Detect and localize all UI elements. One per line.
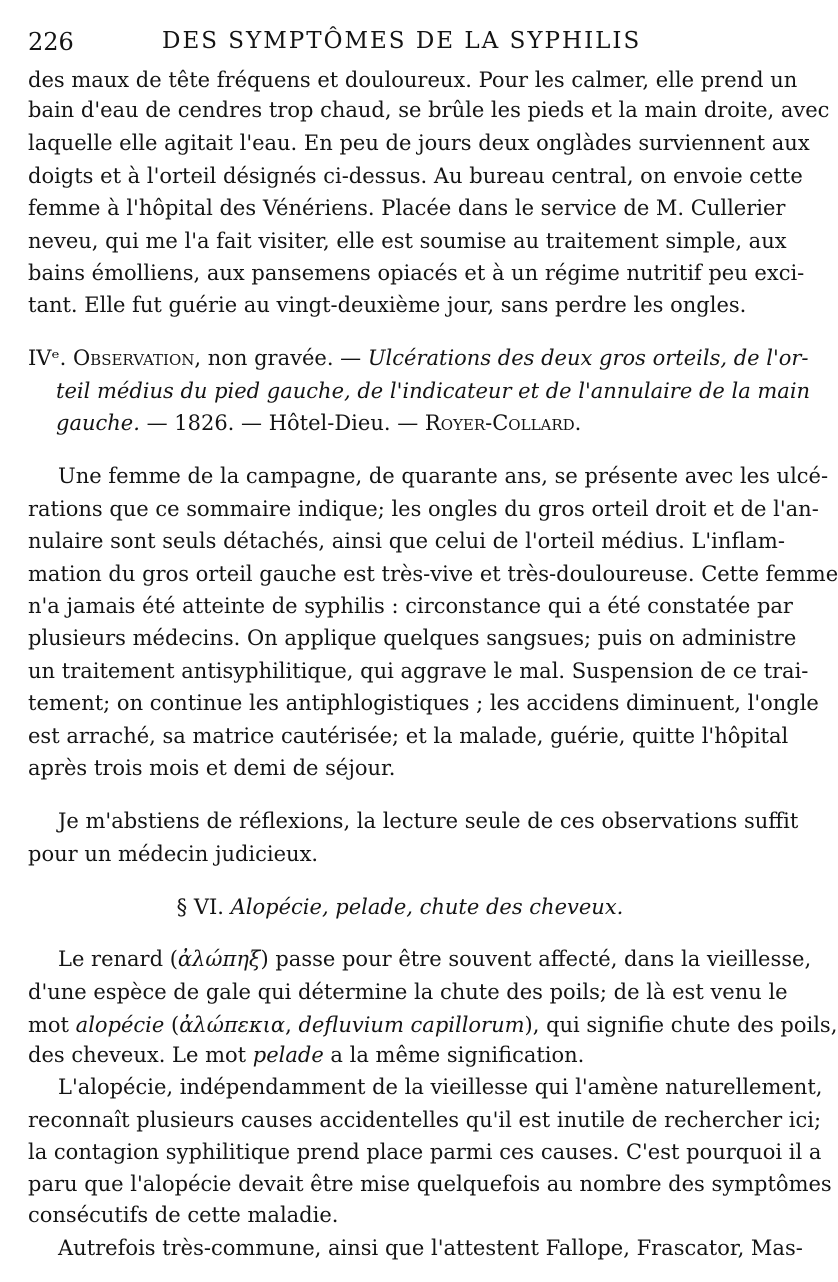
- text-line: neveu, qui me l'a fait visiter, elle est soumise au traitement simple, aux: [28, 229, 787, 253]
- text-line: mation du gros orteil gauche est très-vive et très-douloureuse. Cette femme: [28, 562, 838, 586]
- section-heading: [0, 893, 800, 921]
- italic-term: defluvium capillorum: [298, 1013, 525, 1037]
- text-line: doigts et à l'orteil désignés ci-dessus. Au bureau central, on envoie cette: [28, 164, 803, 188]
- page-number: 226: [28, 28, 74, 56]
- text-line: consécutifs de cette maladie.: [28, 1203, 339, 1227]
- text-line: la contagion syphilitique prend place parmi ces causes. C'est pourquoi il a: [28, 1140, 822, 1164]
- text-line: après trois mois et demi de séjour.: [28, 756, 396, 780]
- observation-title-end: gauche.: [56, 411, 140, 435]
- text-span: Le renard (: [58, 947, 178, 971]
- text-span: ) passe pour être souvent affecté, dans la vieillesse,: [260, 947, 812, 971]
- text-line: [28, 1041, 766, 1069]
- text-line: Une femme de la campagne, de quarante ans, se présente avec les ulcé-: [58, 464, 829, 488]
- observation-meta-line: [56, 409, 766, 437]
- text-line: paru que l'alopécie devait être mise quelquefois au nombre des symptômes: [28, 1172, 832, 1196]
- section-mark: § VI.: [176, 895, 224, 919]
- text-line: reconnaît plusieurs causes accidentelles qu'il est inutile de rechercher ici;: [28, 1108, 822, 1132]
- italic-term: pelade: [252, 1043, 324, 1067]
- text-line: bains émolliens, aux pansemens opiacés et à un régime nutritif peu exci-: [28, 261, 805, 285]
- observation-label: Observation: [72, 346, 195, 370]
- text-line: rations que ce sommaire indique; les ongles du gros orteil droit et de l'an-: [28, 497, 819, 521]
- italic-term: alopécie: [75, 1013, 165, 1037]
- observation-meta: — 1826. — Hôtel-Dieu. —: [139, 411, 425, 435]
- observation-number: IVᵉ.: [28, 346, 67, 370]
- greek-word: ἀλώπεκια: [179, 1013, 286, 1037]
- text-line: tant. Elle fut guérie au vingt-deuxième jour, sans perdre les ongles.: [28, 293, 747, 317]
- text-span: des cheveux. Le mot: [28, 1043, 253, 1067]
- text-line: laquelle elle agitait l'eau. En peu de jours deux onglàdes surviennent aux: [28, 131, 810, 155]
- text-span: ), qui signifie chute des poils,: [524, 1013, 838, 1037]
- text-line: d'une espèce de gale qui détermine la chute des poils; de là est venu le: [28, 980, 788, 1004]
- text-span: ,: [285, 1013, 299, 1037]
- page-header: [28, 24, 768, 58]
- observation-title: Ulcérations des deux gros orteils, de l'or-: [367, 346, 809, 370]
- text-span: a la même signification.: [323, 1043, 585, 1067]
- observation-heading-line: [28, 344, 809, 372]
- text-line: des maux de tête fréquens et douloureux. Pour les calmer, elle prend un: [28, 68, 798, 92]
- text-line: [58, 945, 812, 973]
- text-line: L'alopécie, indépendamment de la vieillesse qui l'amène naturellement,: [58, 1075, 823, 1099]
- text-line: Je m'abstiens de réflexions, la lecture seule de ces observations suffit: [58, 809, 799, 833]
- text-line: est arraché, sa matrice cautérisée; et la malade, guérie, quitte l'hôpital: [28, 724, 789, 748]
- section-title: Alopécie, pelade, chute des cheveux.: [230, 895, 624, 919]
- text-line: femme à l'hôpital des Vénériens. Placée dans le service de M. Cullerier: [28, 196, 786, 220]
- text-line: un traitement antisyphilitique, qui aggrave le mal. Suspension de ce trai-: [28, 659, 809, 683]
- text-line: nulaire sont seuls détachés, ainsi que celui de l'orteil médius. L'inflam-: [28, 529, 785, 553]
- observation-title-line: teil médius du pied gauche, de l'indicateur et de l'annulaire de la main: [56, 379, 811, 403]
- text-span: (: [164, 1013, 180, 1037]
- text-line: plusieurs médecins. On applique quelques sangsues; puis on administre: [28, 626, 797, 650]
- text-line: Autrefois très-commune, ainsi que l'attestent Fallope, Frascator, Mas-: [58, 1236, 803, 1260]
- text-line: pour un médecin judicieux.: [28, 842, 319, 866]
- text-span: mot: [28, 1013, 76, 1037]
- running-title: DES SYMPTÔMES DE LA SYPHILIS: [162, 28, 642, 54]
- text-line: bain d'eau de cendres trop chaud, se brûle les pieds et la main droite, avec: [28, 98, 830, 122]
- observation-engraving: , non gravée. —: [194, 346, 368, 370]
- observation-author: Royer-Collard.: [424, 411, 582, 435]
- text-line: n'a jamais été atteinte de syphilis : circonstance qui a été constatée par: [28, 594, 793, 618]
- text-line: [28, 1011, 838, 1039]
- greek-word: ἀλώπηξ: [177, 947, 261, 971]
- text-line: tement; on continue les antiphlogistiques ; les accidens diminuent, l'ongle: [28, 691, 819, 715]
